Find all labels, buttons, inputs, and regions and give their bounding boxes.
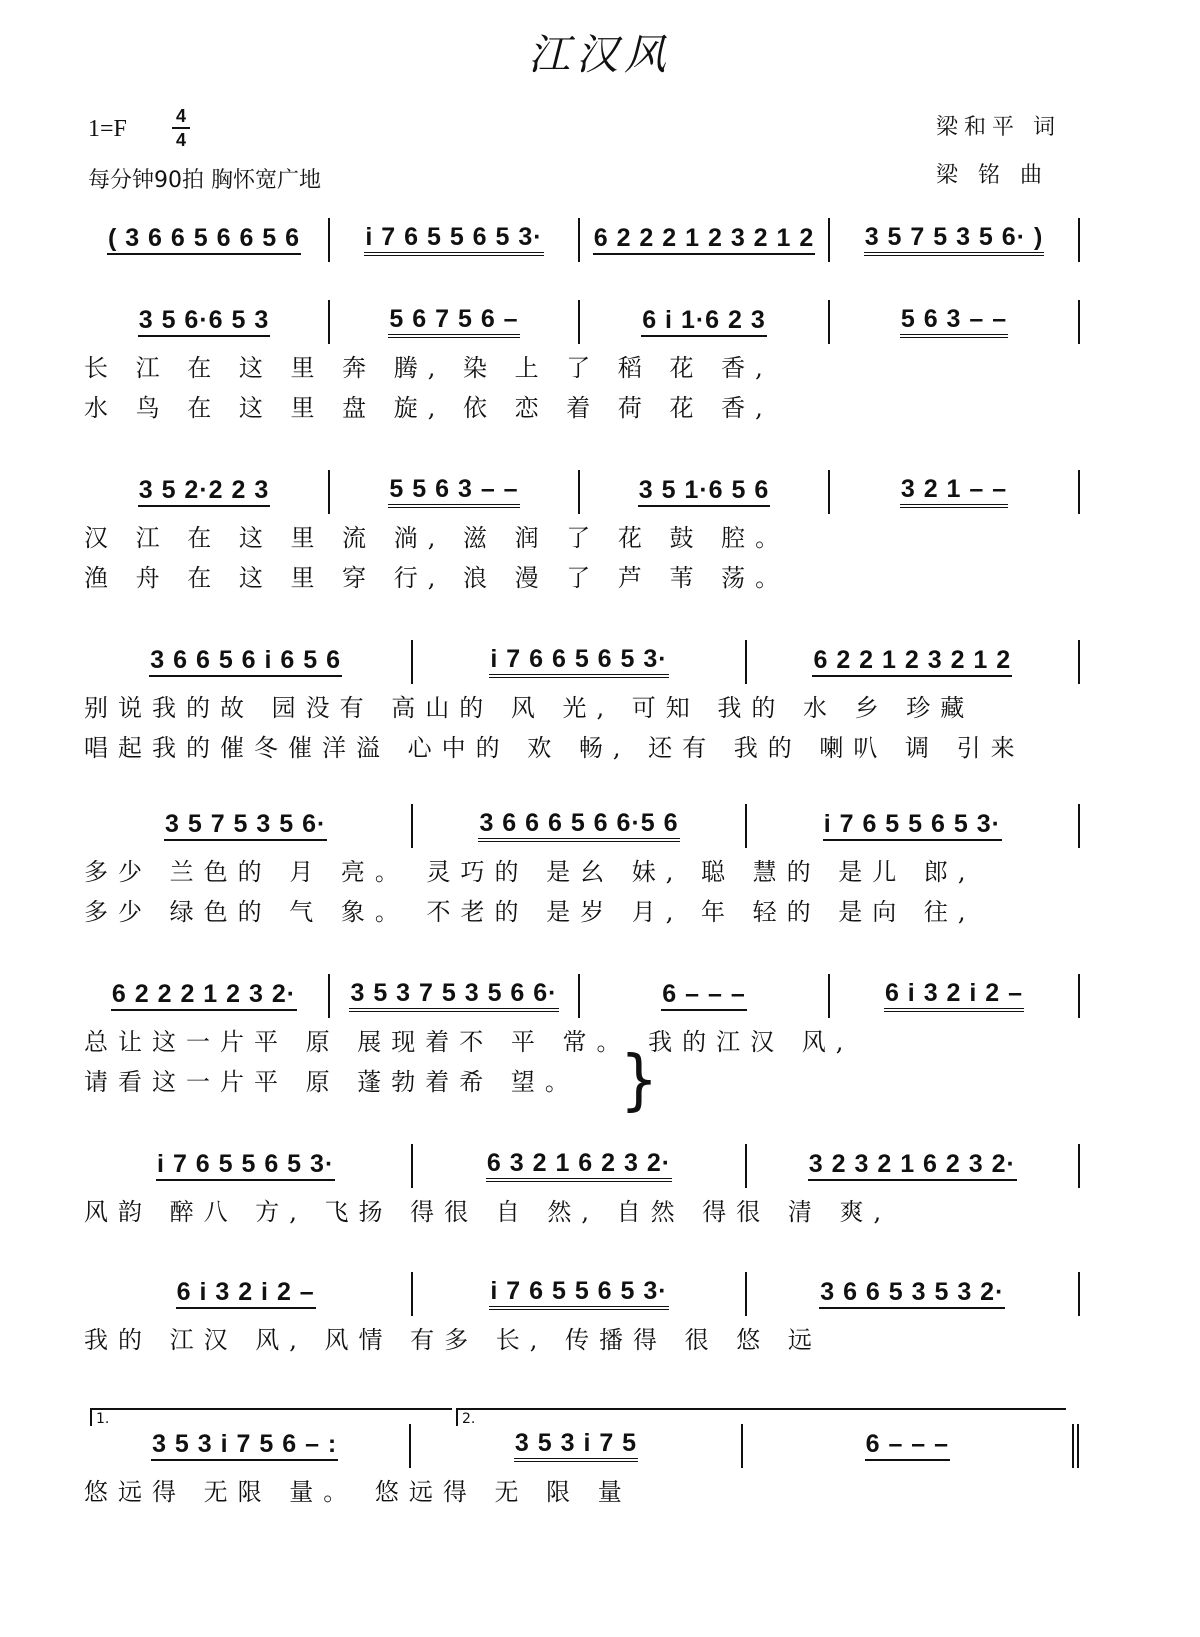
lyric-line: 别说我的故 园没有 高山的 风 光, 可知 我的 水 乡 珍藏 [84,694,975,722]
barline [1078,1144,1080,1188]
measure [413,636,744,688]
measure-notes: 3 5 3 i 7 5 6 – : [151,1431,338,1461]
measure-notes: 3 5 3 i 7 5 [514,1430,638,1462]
measure-notes: 6 i 3 2 i 2 – [884,980,1024,1012]
barline [1078,640,1080,684]
measure [411,1420,740,1472]
measure-notes: 5 6 3 – – [900,306,1008,338]
measure [80,636,411,688]
key-signature: 1=F [88,116,127,142]
barline [1078,470,1080,514]
barline [1078,218,1080,262]
lyric-line: 多少 绿色的 气 象。 不老的 是岁 月, 年 轻的 是向 往, [84,898,976,926]
notation-line [80,970,1080,1022]
measure-notes: 5 6 7 5 6 – [388,306,519,338]
measure [330,214,578,266]
time-signature-top: 4 [175,106,186,126]
barline [1078,300,1080,344]
measure-notes: 3 5 2·2 2 3 [138,477,271,507]
measure-notes: 3 5 3 7 5 3 5 6 6· [349,980,558,1012]
lyric-line: 请看这一片平 原 蓬勃着希 望。 [84,1068,579,1096]
measure-notes: 6 – – – [661,981,746,1011]
score-system [80,800,1080,932]
measure [80,1268,411,1320]
measure [743,1420,1072,1472]
measure [413,1140,744,1192]
measure [747,636,1078,688]
measure [80,1420,409,1472]
lyric-line: 唱起我的催冬催洋溢 心中的 欢 畅, 还有 我的 喇叭 调 引来 [84,734,1025,762]
notation-line [80,800,1080,852]
lyric-line: 总让这一片平 原 展现着不 平 常。 我的江汉 风, [84,1028,854,1056]
measure-notes: 3 2 1 – – [900,476,1008,508]
measure [830,466,1078,518]
measure [580,970,828,1022]
volta-second: 2. [456,1408,1066,1426]
lyric-line: 我的 江汉 风, 风情 有多 长, 传播得 很 悠 远 [84,1326,822,1354]
measure [80,1140,411,1192]
measure [80,296,328,348]
measure-notes: 6 3 2 1 6 2 3 2· [486,1150,672,1182]
measure-notes: 6 2 2 2 1 2 3 2· [111,981,297,1011]
composer-credit: 梁铭曲 [936,163,1063,188]
lyric-line: 悠远得 无限 量。 悠远得 无 限 量 [84,1478,632,1506]
measure-notes: i 7 6 5 5 6 5 3· [364,224,543,256]
measure-notes: 6 i 1·6 2 3 [641,307,767,337]
measure-notes: 6 i 3 2 i 2 – [176,1279,316,1309]
time-signature [170,106,192,150]
score-system [80,466,1080,598]
measure [830,214,1078,266]
final-barline [1072,1424,1074,1468]
measure-notes: i 7 6 5 5 6 5 3· [823,811,1002,841]
volta-first: 1. [90,1408,452,1426]
measure [830,970,1078,1022]
barline [1078,804,1080,848]
lyric-brace: } [620,1041,659,1119]
barline [1078,1272,1080,1316]
lyric-line: 风韵 醉八 方, 飞扬 得很 自 然, 自然 得很 清 爽, [84,1198,892,1226]
measure-notes: 3 6 6 5 6 i 6 5 6 [149,647,342,677]
time-signature-bottom: 4 [175,130,186,150]
notation-line [80,214,1080,266]
score-system [80,214,1080,266]
measure [330,296,578,348]
notation-line [80,1140,1080,1192]
tempo-marking: 每分钟90拍 胸怀宽广地 [88,168,321,193]
lyric-line: 渔 舟 在 这 里 穿 行, 浪 漫 了 芦 苇 荡。 [84,564,790,592]
notation-line [80,296,1080,348]
score-system [80,1140,1080,1232]
measure [747,1140,1078,1192]
measure-notes: 3 5 7 5 3 5 6· [164,811,327,841]
song-title: 江汉风 [527,30,672,79]
measure-notes: 5 5 6 3 – – [388,476,519,508]
measure [747,1268,1078,1320]
measure-notes: 3 6 6 6 5 6 6·5 6 [478,810,679,842]
measure [580,296,828,348]
notation-line [80,1268,1080,1320]
lyricist-credit: 梁和平 词 [936,115,1061,140]
measure [830,296,1078,348]
measure [580,214,828,266]
lyric-line: 汉 江 在 这 里 流 淌, 滋 润 了 花 鼓 腔。 [84,524,790,552]
measure [330,970,578,1022]
score-system [80,970,1080,1102]
measure-notes: 6 2 2 1 2 3 2 1 2 [812,647,1012,677]
measure-notes: 6 – – – [865,1431,950,1461]
notation-line [80,636,1080,688]
measure-notes: 6 2 2 2 1 2 3 2 1 2 [593,225,816,255]
measure [80,466,328,518]
score-system [80,1268,1080,1360]
measure [80,800,411,852]
measure [80,970,328,1022]
measure [747,800,1078,852]
lyric-line: 长 江 在 这 里 奔 腾, 染 上 了 稻 花 香, [84,354,773,382]
measure [580,466,828,518]
measure [80,214,328,266]
measure-notes: 3 5 7 5 3 5 6· ) [864,224,1045,256]
measure [330,466,578,518]
measure-notes: 3 5 1·6 5 6 [638,477,771,507]
lyric-line: 水 鸟 在 这 里 盘 旋, 依 恋 着 荷 花 香, [84,394,773,422]
measure-notes: i 7 6 6 5 6 5 3· [489,646,668,678]
barline [1078,974,1080,1018]
measure-notes: 3 2 3 2 1 6 2 3 2· [808,1151,1017,1181]
score-system [80,636,1080,768]
measure-notes: 3 5 6·6 5 3 [138,307,271,337]
score-system [80,296,1080,428]
measure [413,800,744,852]
lyric-line: 多少 兰色的 月 亮。 灵巧的 是幺 妹, 聪 慧的 是儿 郎, [84,858,976,886]
measure-notes: ( 3 6 6 5 6 6 5 6 [107,225,301,255]
measure-notes: i 7 6 5 5 6 5 3· [156,1151,335,1181]
notation-line [80,1420,1080,1472]
measure [413,1268,744,1320]
score-system [80,1420,1080,1512]
notation-line [80,466,1080,518]
measure-notes: i 7 6 5 5 6 5 3· [489,1278,668,1310]
measure-notes: 3 6 6 5 3 5 3 2· [819,1279,1005,1309]
